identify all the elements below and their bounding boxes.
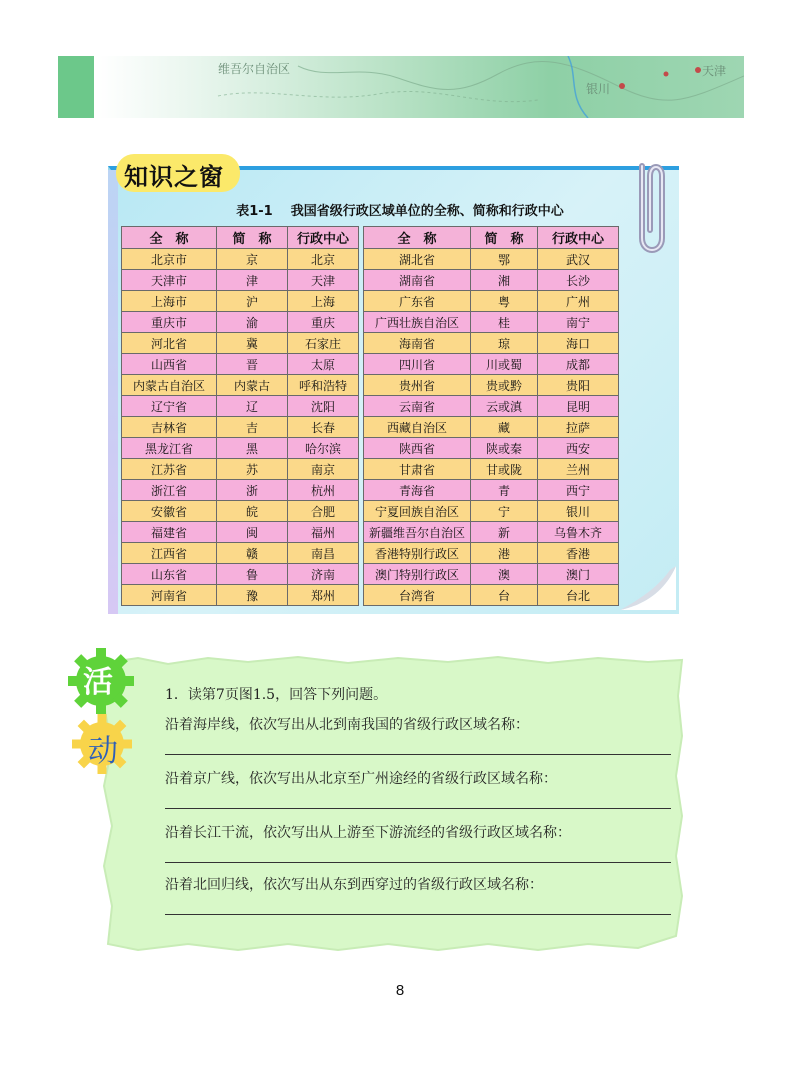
capital-cell: 长沙 [538,270,619,291]
abbreviation-cell: 川或蜀 [471,354,538,375]
table-row [122,249,619,270]
map-label: 银川 [586,82,611,96]
column-header: 全 称 [122,227,217,249]
header-banner [58,56,744,118]
capital-cell: 济南 [288,564,359,585]
table-number: 表1-1 [236,204,273,219]
full-name-cell: 澳门特别行政区 [364,564,471,585]
capital-cell: 哈尔滨 [288,438,359,459]
capital-cell: 长春 [288,417,359,438]
capital-cell: 台北 [538,585,619,606]
map-label: 维吾尔自治区 [218,62,291,76]
abbreviation-cell: 皖 [217,501,288,522]
question-intro: 1．读第7页图1.5，回答下列问题。 [165,687,388,703]
full-name-cell: 新疆维吾尔自治区 [364,522,471,543]
capital-cell: 沈阳 [288,396,359,417]
capital-cell: 拉萨 [538,417,619,438]
table-body [122,249,619,606]
full-name-cell: 天津市 [122,270,217,291]
activity-badge-char: 动 [88,734,118,769]
capital-cell: 呼和浩特 [288,375,359,396]
full-name-cell: 河南省 [122,585,217,606]
chapter-tab [58,56,94,118]
capital-cell: 天津 [288,270,359,291]
map-outline-graphic [98,56,744,118]
full-name-cell: 广东省 [364,291,471,312]
full-name-cell: 宁夏回族自治区 [364,501,471,522]
activity-badge-char: 活 [83,665,113,700]
abbreviation-cell: 渝 [217,312,288,333]
question-coastline: 沿着海岸线，依次写出从北到南我国的省级行政区域名称： [165,717,529,733]
abbreviation-cell: 浙 [217,480,288,501]
abbreviation-cell: 云或滇 [471,396,538,417]
full-name-cell: 香港特别行政区 [364,543,471,564]
full-name-cell: 吉林省 [122,417,217,438]
abbreviation-cell: 冀 [217,333,288,354]
capital-cell: 石家庄 [288,333,359,354]
capital-cell: 重庆 [288,312,359,333]
full-name-cell: 重庆市 [122,312,217,333]
column-header: 简 称 [471,227,538,249]
full-name-cell: 湖南省 [364,270,471,291]
full-name-cell: 甘肃省 [364,459,471,480]
column-header: 行政中心 [288,227,359,249]
abbreviation-cell: 澳 [471,564,538,585]
answer-line[interactable] [165,862,671,863]
admin-divisions-table [121,226,619,606]
full-name-cell: 青海省 [364,480,471,501]
abbreviation-cell: 津 [217,270,288,291]
table-row [122,375,619,396]
abbreviation-cell: 藏 [471,417,538,438]
abbreviation-cell: 京 [217,249,288,270]
full-name-cell: 安徽省 [122,501,217,522]
full-name-cell: 西藏自治区 [364,417,471,438]
capital-cell: 成都 [538,354,619,375]
map-background [98,56,744,118]
knowledge-window-title: 知识之窗 [124,163,224,191]
question-jingguang-railway: 沿着京广线，依次写出从北京至广州途经的省级行政区域名称： [165,771,557,787]
full-name-cell: 台湾省 [364,585,471,606]
question-yangtze-river: 沿着长江干流，依次写出从上游至下游流经的省级行政区域名称： [165,825,571,841]
capital-cell: 南宁 [538,312,619,333]
abbreviation-cell: 甘或陇 [471,459,538,480]
capital-cell: 福州 [288,522,359,543]
table-row [122,480,619,501]
full-name-cell: 山西省 [122,354,217,375]
table-row [122,564,619,585]
full-name-cell: 广西壮族自治区 [364,312,471,333]
capital-cell: 太原 [288,354,359,375]
full-name-cell: 上海市 [122,291,217,312]
abbreviation-cell: 豫 [217,585,288,606]
abbreviation-cell: 粤 [471,291,538,312]
column-header: 全 称 [364,227,471,249]
abbreviation-cell: 辽 [217,396,288,417]
abbreviation-cell: 吉 [217,417,288,438]
full-name-cell: 内蒙古自治区 [122,375,217,396]
capital-cell: 澳门 [538,564,619,585]
full-name-cell: 河北省 [122,333,217,354]
capital-cell: 武汉 [538,249,619,270]
abbreviation-cell: 青 [471,480,538,501]
capital-cell: 南昌 [288,543,359,564]
abbreviation-cell: 赣 [217,543,288,564]
capital-cell: 西安 [538,438,619,459]
page-number: 8 [395,982,405,999]
abbreviation-cell: 陕或秦 [471,438,538,459]
answer-line[interactable] [165,808,671,809]
table-row [122,417,619,438]
table-row [122,270,619,291]
abbreviation-cell: 新 [471,522,538,543]
table-row [122,333,619,354]
full-name-cell: 四川省 [364,354,471,375]
capital-cell: 银川 [538,501,619,522]
full-name-cell: 北京市 [122,249,217,270]
full-name-cell: 贵州省 [364,375,471,396]
table-row [122,438,619,459]
full-name-cell: 陕西省 [364,438,471,459]
capital-cell: 香港 [538,543,619,564]
table-row [122,501,619,522]
abbreviation-cell: 琼 [471,333,538,354]
question-tropic-of-cancer: 沿着北回归线，依次写出从东到西穿过的省级行政区域名称： [165,877,543,893]
table-caption-text: 我国省级行政区域单位的全称、简称和行政中心 [290,204,564,219]
table-row [122,396,619,417]
capital-cell: 西宁 [538,480,619,501]
full-name-cell: 山东省 [122,564,217,585]
abbreviation-cell: 晋 [217,354,288,375]
table-row [122,354,619,375]
page-curl-decoration [620,566,684,616]
capital-cell: 广州 [538,291,619,312]
abbreviation-cell: 闽 [217,522,288,543]
abbreviation-cell: 黑 [217,438,288,459]
abbreviation-cell: 鄂 [471,249,538,270]
full-name-cell: 江西省 [122,543,217,564]
capital-cell: 海口 [538,333,619,354]
capital-cell: 上海 [288,291,359,312]
abbreviation-cell: 贵或黔 [471,375,538,396]
capital-cell: 郑州 [288,585,359,606]
abbreviation-cell: 港 [471,543,538,564]
table-row [122,585,619,606]
map-label: 天津 [702,64,727,78]
abbreviation-cell: 沪 [217,291,288,312]
full-name-cell: 辽宁省 [122,396,217,417]
table-row [122,543,619,564]
full-name-cell: 浙江省 [122,480,217,501]
capital-cell: 贵阳 [538,375,619,396]
abbreviation-cell: 鲁 [217,564,288,585]
table-row [122,522,619,543]
full-name-cell: 湖北省 [364,249,471,270]
capital-cell: 合肥 [288,501,359,522]
capital-cell: 昆明 [538,396,619,417]
full-name-cell: 江苏省 [122,459,217,480]
abbreviation-cell: 台 [471,585,538,606]
capital-cell: 兰州 [538,459,619,480]
column-header: 行政中心 [538,227,619,249]
full-name-cell: 海南省 [364,333,471,354]
table-row [122,459,619,480]
capital-cell: 北京 [288,249,359,270]
full-name-cell: 黑龙江省 [122,438,217,459]
table-row [122,291,619,312]
full-name-cell: 云南省 [364,396,471,417]
answer-line[interactable] [165,914,671,915]
abbreviation-cell: 内蒙古 [217,375,288,396]
abbreviation-cell: 宁 [471,501,538,522]
capital-cell: 南京 [288,459,359,480]
table-header-row [122,227,619,249]
table-row [122,312,619,333]
answer-line[interactable] [165,754,671,755]
full-name-cell: 福建省 [122,522,217,543]
abbreviation-cell: 湘 [471,270,538,291]
table-caption [0,200,800,219]
capital-cell: 杭州 [288,480,359,501]
column-header: 简 称 [217,227,288,249]
abbreviation-cell: 桂 [471,312,538,333]
abbreviation-cell: 苏 [217,459,288,480]
capital-cell: 乌鲁木齐 [538,522,619,543]
